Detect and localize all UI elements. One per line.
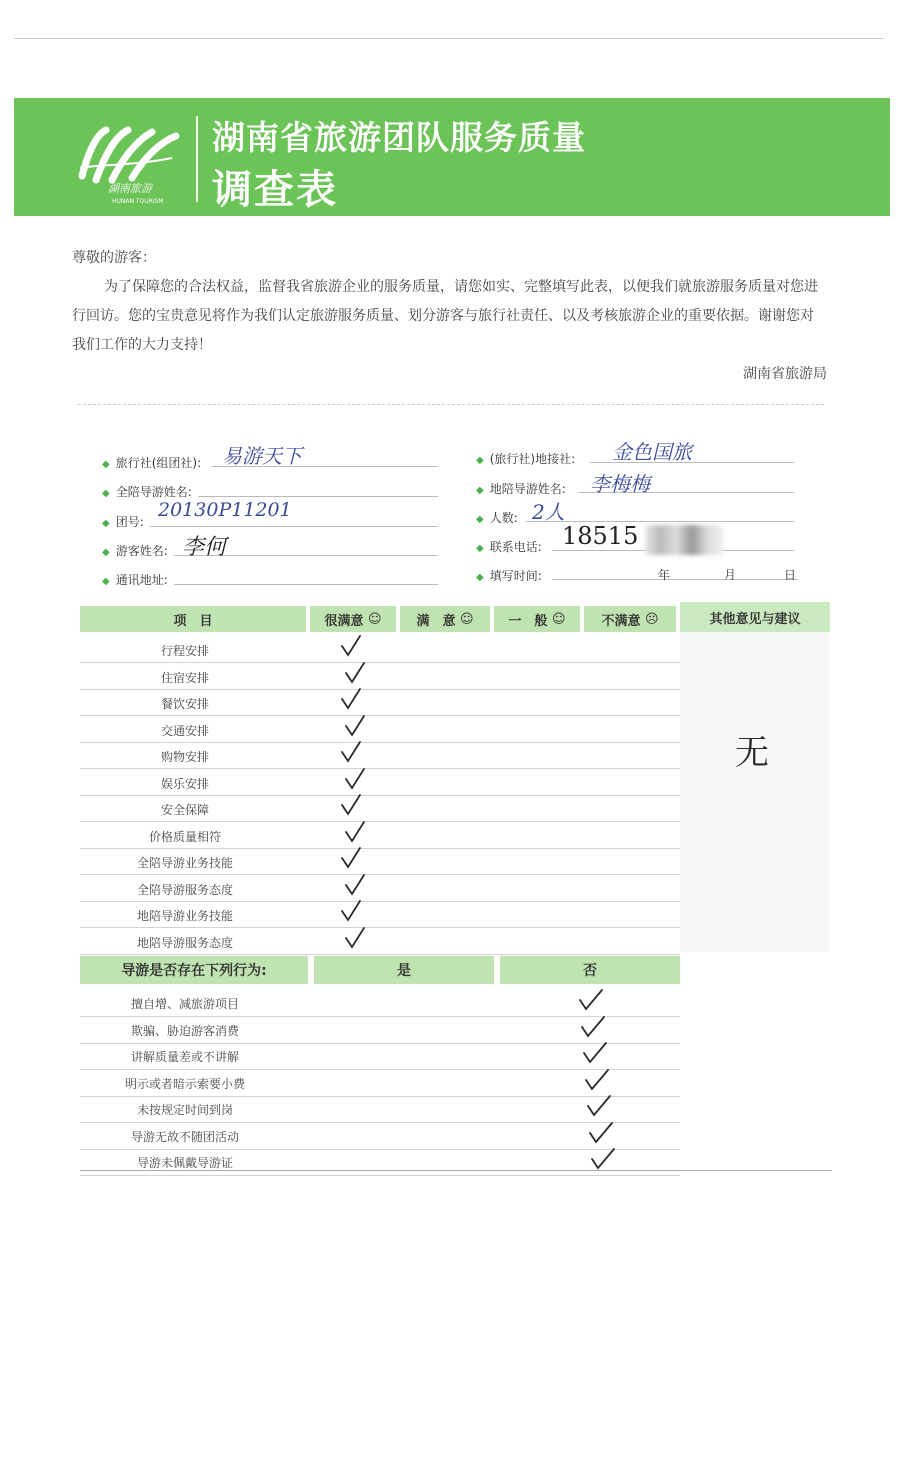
rating-row-line xyxy=(80,715,680,716)
banner-divider xyxy=(196,116,198,202)
agency-field xyxy=(102,454,201,471)
agency-value: 易游天下 xyxy=(222,444,302,468)
behavior-item-label: 欺骗、胁迫游客消费 xyxy=(130,1023,239,1038)
smile-icon: ☺ xyxy=(367,611,382,627)
rating-row-line xyxy=(80,848,680,849)
logo-text: 湖南旅游 xyxy=(108,182,152,195)
date-line xyxy=(552,579,798,580)
behavior-header-yes: 是 xyxy=(314,956,494,984)
local-guide-field xyxy=(476,480,566,497)
tourist-label: 游客姓名: xyxy=(115,544,168,558)
check-mark xyxy=(340,899,362,923)
diamond-icon: ◆ xyxy=(102,488,110,499)
behavior-item-label: 未按规定时间到岗 xyxy=(136,1103,233,1117)
frown-icon: ☹ xyxy=(644,611,659,627)
rating-header-very-satisfied: 很满意 ☺ xyxy=(310,606,396,632)
people-value: 2人 xyxy=(532,500,565,524)
rating-item-label: 安全保障 xyxy=(160,803,209,817)
rating-row-line xyxy=(80,821,680,822)
date-label: 填写时间: xyxy=(489,569,542,583)
rating-row-line xyxy=(80,662,680,663)
diamond-icon: ◆ xyxy=(476,485,484,496)
check-mark xyxy=(588,1121,614,1145)
group-no-value: 20130P11201 xyxy=(158,499,292,521)
check-mark xyxy=(344,714,366,738)
tour-guide-label: 全陪导游姓名: xyxy=(115,485,192,499)
local-agency-value: 金色国旅 xyxy=(612,440,692,464)
signature: 湖南省旅游局 xyxy=(743,366,827,382)
rating-row-line xyxy=(80,954,680,955)
group-no-field xyxy=(102,513,144,530)
behavior-header-no: 否 xyxy=(500,956,680,984)
check-mark xyxy=(586,1094,612,1118)
diamond-icon: ◆ xyxy=(102,518,110,529)
behavior-item-label: 讲解质量差或不讲解 xyxy=(130,1050,239,1064)
rating-item-label: 价格质量相符 xyxy=(148,829,221,844)
diamond-icon: ◆ xyxy=(476,543,484,554)
rating-item-label: 全陪导游服务态度 xyxy=(136,882,233,897)
diamond-icon: ◆ xyxy=(476,572,484,583)
rating-item-label: 餐饮安排 xyxy=(160,697,209,711)
address-line xyxy=(174,584,438,585)
behavior-item-label: 导游无故不随团活动 xyxy=(130,1129,239,1144)
check-mark xyxy=(584,1068,610,1092)
behavior-row-line xyxy=(80,1175,680,1176)
check-mark xyxy=(582,1041,608,1065)
address-field xyxy=(102,571,168,588)
section-divider xyxy=(78,404,824,405)
diamond-icon: ◆ xyxy=(102,547,110,558)
rating-row-line xyxy=(80,795,680,796)
rating-item-label: 购物安排 xyxy=(160,750,209,764)
check-mark xyxy=(578,988,604,1012)
tourist-field xyxy=(102,542,168,559)
intro-letter xyxy=(72,244,827,389)
smile-icon: ☺ xyxy=(459,611,474,627)
title-line2: 调查表 xyxy=(212,167,338,213)
rating-row-line xyxy=(80,742,680,743)
local-guide-label: 地陪导游姓名: xyxy=(489,482,566,496)
local-agency-field xyxy=(476,450,575,467)
rating-header-comments: 其他意见与建议 xyxy=(680,602,830,632)
rating-row-line xyxy=(80,768,680,769)
rating-header-item: 项 目 xyxy=(80,606,306,632)
logo-subtext: HUNAN TOURISM xyxy=(112,198,164,205)
phone-field xyxy=(476,538,542,555)
local-guide-value: 李梅梅 xyxy=(590,472,650,496)
tour-guide-field xyxy=(102,483,192,500)
check-mark xyxy=(340,634,362,658)
behavior-item-label: 明示或者暗示索要小费 xyxy=(124,1076,245,1091)
month-label: 月 xyxy=(724,568,737,582)
check-mark xyxy=(344,873,366,897)
rating-row-line xyxy=(80,689,680,690)
rating-item-label: 行程安排 xyxy=(160,644,209,658)
rating-item-label: 住宿安排 xyxy=(160,670,209,685)
rating-item-label: 地陪导游服务态度 xyxy=(136,935,233,950)
people-label: 人数: xyxy=(489,511,518,525)
tourist-value: 李何 xyxy=(182,535,227,560)
bottom-line xyxy=(80,1170,832,1171)
check-mark xyxy=(340,687,362,711)
neutral-face-icon: ☺ xyxy=(551,611,566,627)
check-mark xyxy=(340,846,362,870)
diamond-icon: ◆ xyxy=(102,459,110,470)
phone-label: 联系电话: xyxy=(489,540,542,554)
rating-item-label: 全陪导游业务技能 xyxy=(136,856,233,870)
address-label: 通讯地址: xyxy=(115,573,168,587)
check-mark xyxy=(344,820,366,844)
behavior-header-question: 导游是否存在下列行为: xyxy=(80,956,308,984)
rating-header-unsatisfied: 不满意 ☹ xyxy=(584,606,676,632)
year-label: 年 xyxy=(658,568,671,582)
check-mark xyxy=(580,1015,606,1039)
header-banner xyxy=(14,98,890,216)
local-agency-label: (旅行社)地接社: xyxy=(489,452,576,466)
diamond-icon: ◆ xyxy=(476,514,484,525)
day-label: 日 xyxy=(784,568,797,582)
rating-header-satisfied: 满 意 ☺ xyxy=(400,606,490,632)
intro-body: 为了保障您的合法权益，监督我省旅游企业的服务质量，请您如实、完整填写此表，以便我们就旅游服务质量对您进行回访。您的宝贵意见将作为我们认定旅游服务质量、划分游客与旅行社责任、以及考核旅游企业的重要依据。谢谢您对我们工作的大力支持！ xyxy=(72,279,818,353)
comments-area xyxy=(680,632,830,952)
check-mark xyxy=(340,740,362,764)
group-no-line xyxy=(150,526,438,527)
agency-label: 旅行社(组团社): xyxy=(115,456,202,470)
top-scan-line xyxy=(14,38,884,39)
rating-header-average: 一 般 ☺ xyxy=(494,606,580,632)
rating-item-label: 交通安排 xyxy=(160,723,209,738)
tour-guide-line xyxy=(198,496,438,497)
diamond-icon: ◆ xyxy=(102,576,110,587)
check-mark xyxy=(590,1147,616,1171)
check-mark xyxy=(344,661,366,685)
check-mark xyxy=(344,926,366,950)
phone-value: 18515 xyxy=(562,522,639,550)
rating-row-line xyxy=(80,901,680,902)
rating-item-label: 地陪导游业务技能 xyxy=(136,909,233,923)
title-line1: 湖南省旅游团队服务质量 xyxy=(212,118,586,157)
check-mark xyxy=(340,793,362,817)
rating-item-label: 娱乐安排 xyxy=(160,776,209,791)
rating-row-line xyxy=(80,927,680,928)
behavior-item-label: 导游未佩戴导游证 xyxy=(136,1156,233,1170)
people-field xyxy=(476,509,518,526)
diamond-icon: ◆ xyxy=(476,455,484,466)
rating-row-line xyxy=(80,874,680,875)
group-no-label: 团号: xyxy=(115,515,144,529)
check-mark xyxy=(344,767,366,791)
comment-value: 无 xyxy=(735,733,769,773)
greeting: 尊敬的游客： xyxy=(72,250,156,266)
behavior-item-label: 擅自增、减旅游项目 xyxy=(130,997,239,1011)
phone-redaction xyxy=(645,525,723,555)
date-field xyxy=(476,567,542,584)
